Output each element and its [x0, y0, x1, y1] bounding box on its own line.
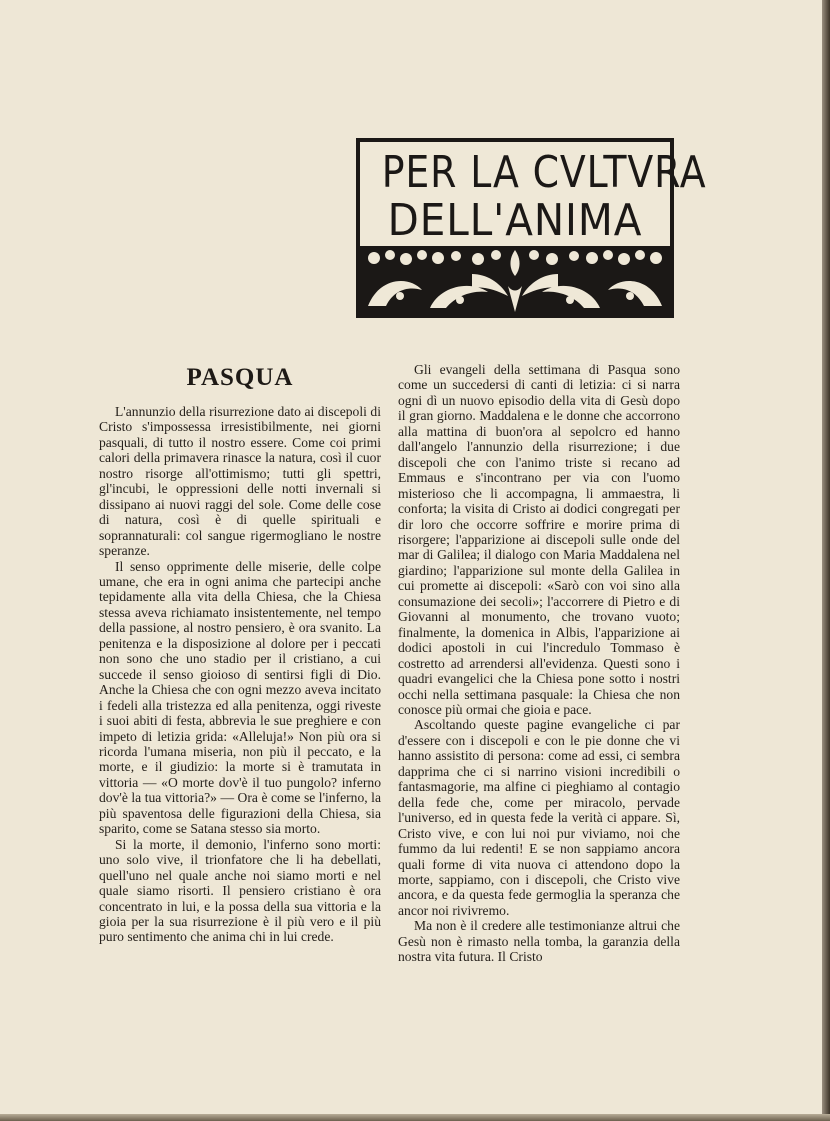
floral-ornament-icon: [360, 246, 670, 314]
article-column-left: [99, 404, 381, 945]
paragraph: Il senso opprimente delle miserie, delle colpe umane, che era in ogni anima che partecipi anche tepidamente alla vita della Chiesa, che la Chiesa stessa aveva richiamato insistentemente, nel tempo della passione, al nostro pensiero, è ora svanito. La penitenza e la disposizione al dolore per i peccati non sono che uno stadio per il cristiano, a cui succede il senso gioioso di sentirsi figli di Dio. Anche la Chiesa che con ogni mezzo aveva incitato i fedeli alla tristezza ed alla penitenza, oggi riveste i suoi abiti di festa, abbrevia le sue preghiere e con impeto di letizia grida: «Alleluja!» Non più ora si ricorda l'umana miseria, non più il peccato, e la morte, e il giudizio: la morte si è tramutata in vittoria — «O morte dov'è il tuo pungolo? inferno dov'è la tua vittoria?» — Ora è come se l'inferno, la più spaventosa delle figurazioni della Chiesa, sia sparito, come se Satana stesso sia morto.: [99, 558, 381, 837]
article-title: PASQUA: [186, 364, 294, 391]
paragraph: L'annunzio della risurrezione dato ai discepoli di Cristo s'impossessa irresistibilmente, nei giorni pasquali, di tutto il nostro essere. Come coi primi calori della primavera rinasce la natura, così il cuor nostro risorge all'ottimismo; tutti gli spettri, gl'incubi, le oppressioni delle notti invernali si dissipano ai nuovi raggi del sole. Come delle cose di natura, così è di quelle spirituali e soprannaturali: col sangue rigermogliano le nostre speranze.: [99, 404, 381, 559]
page-edge-shadow: [822, 0, 830, 1121]
masthead-logo: [356, 138, 707, 318]
masthead-panel: [360, 142, 707, 314]
paragraph: Ascoltando queste pagine evangeliche ci par d'essere con i discepoli e con le pie donne che vi hanno assistito di persona: come ad essi, ci sembra dapprima che ci si narrino visioni incredibili o fantasmagorie, ma alfine ci pieghiamo al contagio della fede che, come per miracolo, pervade l'universo, ed in questa fede la verità ci appare. Sì, Cristo vive, e con lui noi pur viviamo, noi che fummo da lui redenti! E se non sappiamo ancora quali forme di vita nuova ci attendono dopo la morte, sappiamo, con i discepoli, che Cristo vive ancora, e da questa fede germoglia la speranza che ancor noi rivivremo.: [398, 717, 680, 918]
paragraph: Ma non è il credere alle testimonianze altrui che Gesù non è rimasto nella tomba, la garanzia della nostra vita futura. Il Cristo: [398, 918, 680, 965]
page-bottom-shadow: [0, 1114, 830, 1121]
masthead-line-1: PER LA CVLTVRA: [381, 147, 707, 198]
masthead-line-2: DELL'ANIMA: [387, 195, 643, 246]
article-column-right: [398, 362, 680, 965]
paragraph: Si la morte, il demonio, l'inferno sono morti: uno solo vive, il trionfatore che li ha debellati, quell'uno nel quale anche noi siamo morti e nel quale siamo risorti. Il pensiero cristiano è ora concentrato in lui, e la possa della sua vittoria e la gioia per la sua risurrezione è il più vero e il più puro sentimento che anima chi in lui crede.: [99, 836, 381, 945]
paragraph: Gli evangeli della settimana di Pasqua sono come un succedersi di canti di letizia: ci si narra ogni dì un nuovo episodio della vita di Gesù dopo il gran giorno. Maddalena e le donne che accorrono alla mattina di buon'ora al sepolcro ed hanno dall'angelo l'annunzio della risurrezione; i due discepoli che con l'animo triste si recano ad Emmaus e s'incontrano per via con l'uomo misterioso che li accompagna, li ammaestra, li conforta; la visita di Cristo ai dodici congregati per dir loro che occorre soffrire e morire prima di risorgere; l'apparizione ai discepoli sulle onde del mar di Galilea; il dialogo con Maria Maddalena nel giardino; l'apparizione sul monte della Galilea in cui promette ai discepoli: «Sarò con voi sino alla consumazione dei secoli»; l'accorrere di Pietro e di Giovanni al monumento, che trovano vuoto; finalmente, la domenica in Albis, l'apparizione ai dodici apostoli in cui l'incredulo Tommaso è costretto ad arrendersi all'evidenza. Questi sono i quadri evangelici che la Chiesa pone sotto i nostri occhi nella settimana pasquale: la Chiesa che non conosce più ormai che gioia e pace.: [398, 362, 680, 717]
